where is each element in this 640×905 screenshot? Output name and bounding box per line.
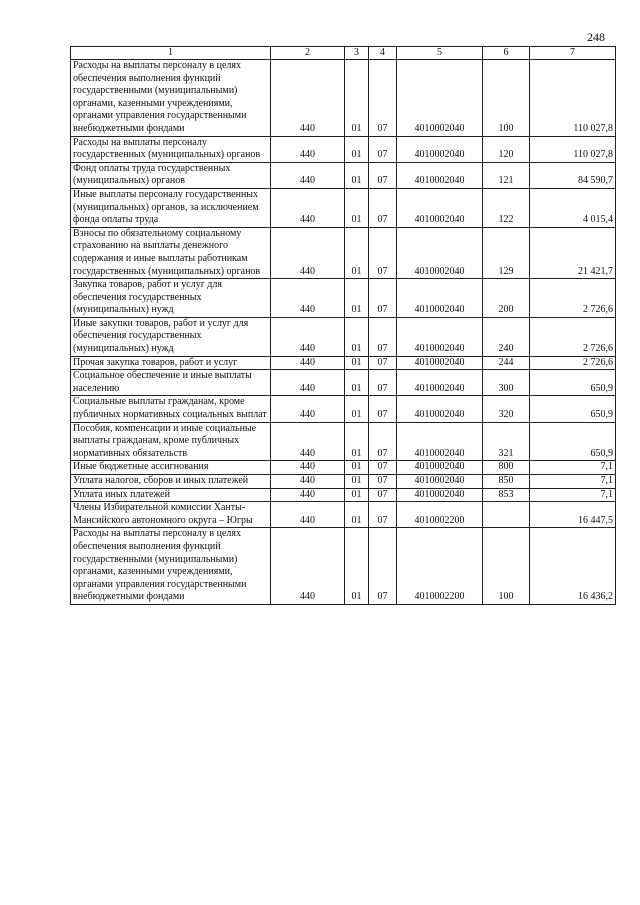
row-section-cell: 01 [345,528,369,605]
row-expense-type-cell [483,502,530,528]
row-code-cell: 440 [271,279,345,318]
row-target-cell: 4010002040 [397,488,483,502]
row-name-cell: Расходы на выплаты персоналу в целях обеспечения выполнения функций государственными (муниципальными) органами, казенными учреждениями, органами управления государственными внебюджетными фондами [71,60,271,137]
row-code-cell: 440 [271,188,345,227]
row-code-cell: 440 [271,396,345,422]
row-subsection-cell: 07 [369,136,397,162]
row-amount-cell: 110 027,8 [530,136,616,162]
row-amount-cell: 7,1 [530,461,616,475]
row-section-cell: 01 [345,136,369,162]
row-expense-type-cell: 122 [483,188,530,227]
row-code-cell: 440 [271,488,345,502]
row-expense-type-cell: 120 [483,136,530,162]
row-target-cell: 4010002040 [397,188,483,227]
row-name-cell: Иные бюджетные ассигнования [71,461,271,475]
table-row [71,60,616,137]
column-header: 7 [530,47,616,60]
row-name-cell: Уплата иных платежей [71,488,271,502]
row-target-cell: 4010002040 [397,475,483,489]
row-subsection-cell: 07 [369,162,397,188]
row-name-cell: Расходы на выплаты персоналу в целях обеспечения выполнения функций государственными (муниципальными) органами, казенными учреждениями, органами управления государственными внебюджетными фондами [71,528,271,605]
row-target-cell: 4010002200 [397,502,483,528]
row-expense-type-cell: 800 [483,461,530,475]
row-name-cell: Взносы по обязательному социальному страхованию на выплаты денежного содержания и иные выплаты работникам государственных (муниципальных) органов [71,227,271,278]
table-row [71,356,616,370]
row-subsection-cell: 07 [369,188,397,227]
row-section-cell: 01 [345,475,369,489]
row-amount-cell: 4 015,4 [530,188,616,227]
row-code-cell: 440 [271,60,345,137]
row-target-cell: 4010002040 [397,60,483,137]
table-row [71,422,616,461]
row-section-cell: 01 [345,356,369,370]
table-row [71,188,616,227]
row-code-cell: 440 [271,370,345,396]
table-row [71,162,616,188]
row-subsection-cell: 07 [369,356,397,370]
row-subsection-cell: 07 [369,60,397,137]
row-target-cell: 4010002040 [397,370,483,396]
row-amount-cell: 2 726,6 [530,317,616,356]
table-row [71,475,616,489]
row-amount-cell: 16 447,5 [530,502,616,528]
row-name-cell: Расходы на выплаты персоналу государственных (муниципальных) органов [71,136,271,162]
row-amount-cell: 7,1 [530,488,616,502]
table-row [71,396,616,422]
row-target-cell: 4010002040 [397,396,483,422]
row-amount-cell: 21 421,7 [530,227,616,278]
table-row [71,317,616,356]
column-header: 4 [369,47,397,60]
row-subsection-cell: 07 [369,502,397,528]
row-code-cell: 440 [271,317,345,356]
row-name-cell: Члены Избирательной комиссии Ханты-Мансийского автономного округа – Югры [71,502,271,528]
row-subsection-cell: 07 [369,370,397,396]
table-row [71,528,616,605]
table-row [71,461,616,475]
row-name-cell: Социальное обеспечение и иные выплаты населению [71,370,271,396]
budget-table [70,46,616,605]
row-section-cell: 01 [345,162,369,188]
column-header: 3 [345,47,369,60]
row-expense-type-cell: 129 [483,227,530,278]
row-name-cell: Пособия, компенсации и иные социальные выплаты гражданам, кроме публичных нормативных обязательств [71,422,271,461]
row-subsection-cell: 07 [369,396,397,422]
row-section-cell: 01 [345,60,369,137]
row-expense-type-cell: 853 [483,488,530,502]
row-target-cell: 4010002040 [397,279,483,318]
row-expense-type-cell: 300 [483,370,530,396]
column-header: 6 [483,47,530,60]
row-section-cell: 01 [345,488,369,502]
table-row [71,370,616,396]
table-row [71,502,616,528]
column-header: 1 [71,47,271,60]
row-name-cell: Уплата налогов, сборов и иных платежей [71,475,271,489]
row-subsection-cell: 07 [369,475,397,489]
row-subsection-cell: 07 [369,317,397,356]
header-row [71,47,616,60]
row-subsection-cell: 07 [369,422,397,461]
row-section-cell: 01 [345,227,369,278]
row-target-cell: 4010002040 [397,461,483,475]
row-target-cell: 4010002040 [397,356,483,370]
row-code-cell: 440 [271,422,345,461]
row-amount-cell: 84 590,7 [530,162,616,188]
row-amount-cell: 650,9 [530,422,616,461]
row-expense-type-cell: 100 [483,60,530,137]
row-amount-cell: 2 726,6 [530,356,616,370]
row-code-cell: 440 [271,475,345,489]
row-code-cell: 440 [271,136,345,162]
row-target-cell: 4010002040 [397,422,483,461]
row-name-cell: Фонд оплаты труда государственных (муниципальных) органов [71,162,271,188]
row-target-cell: 4010002200 [397,528,483,605]
row-section-cell: 01 [345,502,369,528]
row-section-cell: 01 [345,370,369,396]
row-subsection-cell: 07 [369,488,397,502]
row-amount-cell: 7,1 [530,475,616,489]
page-number: 248 [587,30,605,44]
row-code-cell: 440 [271,502,345,528]
column-header: 2 [271,47,345,60]
row-target-cell: 4010002040 [397,162,483,188]
row-expense-type-cell: 320 [483,396,530,422]
row-target-cell: 4010002040 [397,227,483,278]
table-row [71,227,616,278]
column-header: 5 [397,47,483,60]
row-subsection-cell: 07 [369,461,397,475]
row-amount-cell: 2 726,6 [530,279,616,318]
row-name-cell: Социальные выплаты гражданам, кроме публичных нормативных социальных выплат [71,396,271,422]
row-name-cell: Закупка товаров, работ и услуг для обеспечения государственных (муниципальных) нужд [71,279,271,318]
row-section-cell: 01 [345,279,369,318]
row-target-cell: 4010002040 [397,317,483,356]
row-subsection-cell: 07 [369,227,397,278]
row-section-cell: 01 [345,188,369,227]
row-amount-cell: 16 436,2 [530,528,616,605]
row-amount-cell: 650,9 [530,370,616,396]
row-code-cell: 440 [271,528,345,605]
table-body [71,60,616,605]
row-name-cell: Прочая закупка товаров, работ и услуг [71,356,271,370]
row-section-cell: 01 [345,396,369,422]
row-target-cell: 4010002040 [397,136,483,162]
table-row [71,279,616,318]
row-section-cell: 01 [345,461,369,475]
row-subsection-cell: 07 [369,279,397,318]
row-code-cell: 440 [271,461,345,475]
table-row [71,136,616,162]
row-expense-type-cell: 100 [483,528,530,605]
table-row [71,488,616,502]
row-expense-type-cell: 200 [483,279,530,318]
row-section-cell: 01 [345,317,369,356]
row-code-cell: 440 [271,356,345,370]
row-amount-cell: 110 027,8 [530,60,616,137]
row-subsection-cell: 07 [369,528,397,605]
row-code-cell: 440 [271,162,345,188]
row-expense-type-cell: 321 [483,422,530,461]
row-code-cell: 440 [271,227,345,278]
row-amount-cell: 650,9 [530,396,616,422]
row-expense-type-cell: 244 [483,356,530,370]
row-expense-type-cell: 240 [483,317,530,356]
row-expense-type-cell: 850 [483,475,530,489]
row-section-cell: 01 [345,422,369,461]
row-name-cell: Иные выплаты персоналу государственных (муниципальных) органов, за исключением фонда оплаты труда [71,188,271,227]
row-expense-type-cell: 121 [483,162,530,188]
row-name-cell: Иные закупки товаров, работ и услуг для обеспечения государственных (муниципальных) нужд [71,317,271,356]
